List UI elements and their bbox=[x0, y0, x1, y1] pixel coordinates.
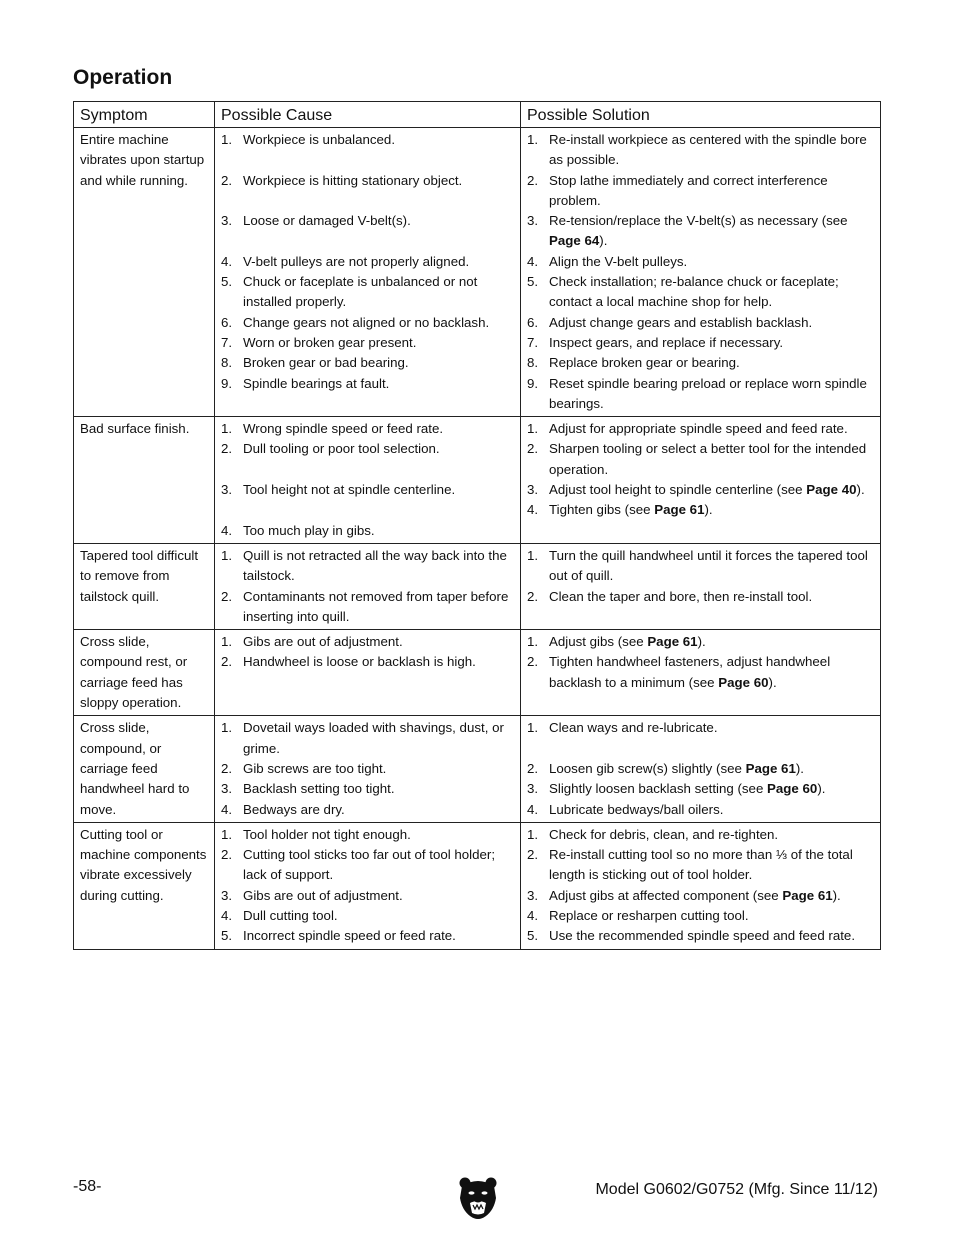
solution-cell bbox=[521, 822, 881, 949]
cause-cell bbox=[215, 822, 521, 949]
page-reference: Page 61 bbox=[654, 502, 705, 518]
list-item: 7. Inspect gears, and replace if necessary. bbox=[527, 334, 784, 350]
list-item: 3. Re-tension/replace the V-belt(s) as necessary (see Page 64). bbox=[527, 213, 848, 249]
cause-cell bbox=[215, 543, 521, 629]
list-item: 5. Incorrect spindle speed or feed rate. bbox=[221, 928, 456, 944]
solution-cell bbox=[521, 543, 881, 629]
solution-cell bbox=[521, 630, 881, 716]
list-item: 4. Align the V-belt pulleys. bbox=[527, 253, 688, 269]
list-item: 2. Workpiece is hitting stationary object. bbox=[221, 172, 463, 188]
cause-cell bbox=[215, 630, 521, 716]
list-item: 5. Check installation; re-balance chuck or faceplate; contact a local machine shop for help. bbox=[527, 274, 839, 310]
page-reference: Page 40 bbox=[806, 482, 857, 498]
symptom-cell: Entire machine vibrates upon startup and while running. bbox=[74, 128, 215, 417]
symptom-cell: Tapered tool difficult to remove from tailstock quill. bbox=[74, 543, 215, 629]
list-item: 1. Tool holder not tight enough. bbox=[221, 826, 411, 842]
list-item: 4. Tighten gibs (see Page 61). bbox=[527, 502, 713, 518]
page-number: -58- bbox=[73, 1178, 102, 1195]
list-item: 2. Stop lathe immediately and correct interference problem. bbox=[527, 172, 828, 208]
table-row bbox=[74, 543, 881, 629]
symptom-cell: Cutting tool or machine components vibrate excessively during cutting. bbox=[74, 822, 215, 949]
list-item: 4. Lubricate bedways/ball oilers. bbox=[527, 801, 724, 817]
list-item: 4. Bedways are dry. bbox=[221, 801, 345, 817]
troubleshooting-table bbox=[73, 101, 881, 950]
list-item: 1. Workpiece is unbalanced. bbox=[221, 132, 396, 147]
list-item: 1. Wrong spindle speed or feed rate. bbox=[221, 421, 444, 437]
list-item: 1. Check for debris, clean, and re-tighten. bbox=[527, 826, 779, 842]
list-item: 3. Gibs are out of adjustment. bbox=[221, 887, 403, 903]
list-spacer bbox=[221, 460, 514, 480]
list-item: 1. Adjust for appropriate spindle speed and feed rate. bbox=[527, 421, 848, 437]
list-item: 2. Sharpen tooling or select a better tool for the intended operation. bbox=[527, 441, 867, 477]
list-spacer bbox=[221, 231, 514, 251]
list-item: 2. Loosen gib screw(s) slightly (see Page 61). bbox=[527, 760, 804, 776]
list-item: 2. Cutting tool sticks too far out of tool holder; lack of support. bbox=[221, 847, 496, 883]
cause-cell bbox=[215, 417, 521, 544]
list-item: 3. Backlash setting too tight. bbox=[221, 781, 395, 797]
page-reference: Page 64 bbox=[549, 233, 600, 249]
list-item: 4. Dull cutting tool. bbox=[221, 907, 338, 923]
list-item: 8. Broken gear or bad bearing. bbox=[221, 355, 409, 371]
list-item: 6. Adjust change gears and establish backlash. bbox=[527, 314, 813, 330]
list-item: 1. Adjust gibs (see Page 61). bbox=[527, 634, 706, 650]
grizzly-bear-icon bbox=[458, 1176, 498, 1222]
page-reference: Page 61 bbox=[782, 887, 833, 903]
section-title: Operation bbox=[73, 66, 173, 89]
list-item: 1. Quill is not retracted all the way back into the tailstock. bbox=[221, 547, 507, 584]
list-item: 2. Dull tooling or poor tool selection. bbox=[221, 441, 440, 457]
list-item: 6. Change gears not aligned or no backlash. bbox=[221, 314, 490, 330]
list-item: 9. Spindle bearings at fault. bbox=[221, 375, 390, 391]
list-item: 1. Dovetail ways loaded with shavings, dust, or grime. bbox=[221, 720, 504, 756]
model-text: Model G0602/G0752 (Mfg. Since 11/12) bbox=[595, 1181, 878, 1198]
symptom-cell: Cross slide, compound rest, or carriage feed has sloppy operation. bbox=[74, 630, 215, 716]
page-reference: Page 60 bbox=[718, 674, 769, 690]
list-item: 1. Clean ways and re-lubricate. bbox=[527, 720, 718, 736]
symptom-cell: Bad surface finish. bbox=[74, 417, 215, 544]
list-item: 3. Adjust gibs at affected component (see Page 61). bbox=[527, 887, 841, 903]
cause-cell bbox=[215, 128, 521, 417]
solution-cell bbox=[521, 716, 881, 822]
table-header-row bbox=[74, 102, 881, 128]
list-item: 1. Turn the quill handwheel until it forces the tapered tool out of quill. bbox=[527, 547, 868, 584]
table-row bbox=[74, 417, 881, 544]
table-row bbox=[74, 128, 881, 417]
header-possible-cause: Possible Cause bbox=[215, 102, 521, 128]
list-spacer bbox=[221, 150, 514, 170]
list-item: 1. Gibs are out of adjustment. bbox=[221, 634, 403, 650]
header-possible-solution: Possible Solution bbox=[521, 102, 881, 128]
page-reference: Page 61 bbox=[647, 634, 698, 650]
list-item: 2. Clean the taper and bore, then re-install tool. bbox=[527, 588, 813, 604]
list-item: 7. Worn or broken gear present. bbox=[221, 334, 417, 350]
cause-cell bbox=[215, 716, 521, 822]
list-item: 1. Re-install workpiece as centered with the spindle bore as possible. bbox=[527, 132, 867, 168]
list-item: 5. Chuck or faceplate is unbalanced or not installed properly. bbox=[221, 274, 478, 310]
list-item: 2. Handwheel is loose or backlash is high. bbox=[221, 654, 476, 670]
list-item: 8. Replace broken gear or bearing. bbox=[527, 355, 740, 371]
list-item: 3. Loose or damaged V-belt(s). bbox=[221, 213, 411, 229]
list-spacer bbox=[221, 500, 514, 520]
list-item: 9. Reset spindle bearing preload or replace worn spindle bearings. bbox=[527, 375, 867, 411]
solution-cell bbox=[521, 417, 881, 544]
list-item: 2. Re-install cutting tool so no more than ⅓ of the total length is sticking out of tool holder. bbox=[527, 847, 853, 883]
list-spacer bbox=[527, 739, 874, 759]
list-item: 5. Use the recommended spindle speed and feed rate. bbox=[527, 928, 856, 944]
list-item: 4. Replace or resharpen cutting tool. bbox=[527, 907, 749, 923]
list-item: 3. Adjust tool height to spindle centerline (see Page 40). bbox=[527, 482, 865, 498]
list-item: 2. Contaminants not removed from taper before inserting into quill. bbox=[221, 588, 509, 624]
header-symptom: Symptom bbox=[74, 102, 215, 128]
list-item: 4. V-belt pulleys are not properly aligned. bbox=[221, 253, 470, 269]
list-item: 2. Gib screws are too tight. bbox=[221, 760, 387, 776]
table-row bbox=[74, 630, 881, 716]
table-row bbox=[74, 822, 881, 949]
list-item: 3. Slightly loosen backlash setting (see Page 60). bbox=[527, 781, 826, 797]
solution-cell bbox=[521, 128, 881, 417]
list-item: 2. Tighten handwheel fasteners, adjust handwheel backlash to a minimum (see Page 60). bbox=[527, 654, 831, 690]
symptom-cell: Cross slide, compound, or carriage feed handwheel hard to move. bbox=[74, 716, 215, 822]
page-reference: Page 60 bbox=[767, 781, 818, 797]
list-item: 4. Too much play in gibs. bbox=[221, 522, 375, 538]
list-item: 3. Tool height not at spindle centerline. bbox=[221, 482, 456, 498]
list-spacer bbox=[221, 191, 514, 211]
table-row bbox=[74, 716, 881, 822]
page-reference: Page 61 bbox=[745, 760, 796, 776]
